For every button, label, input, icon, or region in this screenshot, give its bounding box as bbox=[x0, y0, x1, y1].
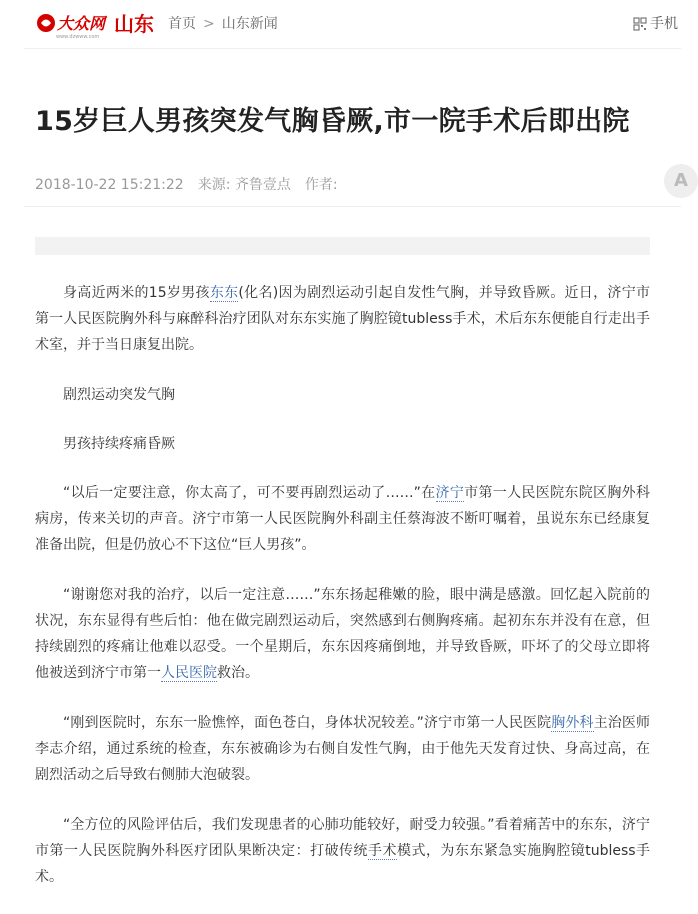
region-label[interactable]: 山东 bbox=[114, 12, 154, 36]
subheading-2: 男孩持续疼痛昏厥 bbox=[63, 436, 175, 452]
paragraph-text: “刚到医院时，东东一脸憔悴，面色苍白，身体状况较差。”济宁市第一人民医院 bbox=[63, 715, 552, 731]
article-title: 15岁巨人男孩突发气胸昏厥,市一院手术后即出院 bbox=[35, 106, 630, 137]
paragraph-text: “以后一定要注意，你太高了，可不要再剧烈运动了……”在 bbox=[63, 485, 436, 501]
meta-divider bbox=[24, 206, 681, 207]
font-size-toggle[interactable]: A bbox=[664, 164, 698, 198]
paragraph-text: “谢谢您对我的治疗，以后一定注意……”东东扬起稚嫩的脸，眼中满是感激。回忆起入院前的状况，东东显得有些后怕：他在做完剧烈运动后，突然感到右侧胸疼痛。起初东东并没有在意，但持续剧烈的疼痛让他难以忍受。一个星期后，东东因疼痛倒地，并导致昏厥，吓坏了的父母立即将他被送到济宁市第一 bbox=[35, 587, 650, 681]
paragraph-4 bbox=[35, 480, 650, 558]
header-divider bbox=[24, 48, 681, 49]
keyword-link-thoracic-surgery[interactable]: 胸外科 bbox=[551, 715, 594, 731]
paragraph-text: 模式，为东东紧急实施胸腔镜tubless手术。 bbox=[35, 843, 651, 885]
article-meta bbox=[35, 174, 338, 196]
source-name[interactable]: 齐鲁壹点 bbox=[234, 177, 291, 193]
paragraph-text: (化名)因为剧烈运动引起自发性气胸，并导致昏厥。近日，济宁市第一人民医院胸外科与麻醉科治疗团队对东东实施了胸腔镜tubless手术，术后东东便能自行走出手术室，并于当日康复出院。 bbox=[35, 285, 650, 353]
author-label: 作者: bbox=[304, 177, 338, 193]
dzwww-logo[interactable] bbox=[36, 10, 112, 40]
keyword-link-surgery[interactable]: 手术 bbox=[368, 843, 397, 859]
qr-code-icon bbox=[634, 18, 646, 30]
paragraph-text: 救治。 bbox=[217, 665, 259, 681]
paragraph-1 bbox=[35, 280, 650, 358]
paragraph-7 bbox=[35, 812, 650, 890]
paragraph-text: 身高近两米的15岁男孩 bbox=[63, 285, 210, 301]
mobile-version-link[interactable] bbox=[634, 13, 678, 35]
breadcrumb bbox=[168, 13, 278, 35]
keyword-link-dongdong[interactable]: 东东 bbox=[209, 285, 239, 301]
keyword-link-hospital[interactable]: 人民医院 bbox=[161, 665, 217, 681]
subheading-1: 剧烈运动突发气胸 bbox=[63, 387, 175, 403]
breadcrumb-shandong-news[interactable]: 山东新闻 bbox=[221, 16, 278, 32]
breadcrumb-separator: > bbox=[203, 16, 215, 32]
summary-bar bbox=[35, 237, 650, 255]
paragraph-5 bbox=[35, 582, 650, 686]
publish-date: 2018-10-22 15:21:22 bbox=[35, 177, 184, 193]
paragraph-text: 市第一人民医院东院区胸外科病房，传来关切的声音。济宁市第一人民医院胸外科副主任蔡海波不断叮嘱着，虽说东东已经康复准备出院，但是仍放心不下这位“巨人男孩”。 bbox=[35, 485, 650, 553]
keyword-link-jining[interactable]: 济宁 bbox=[435, 485, 465, 501]
source-label: 来源: bbox=[197, 177, 231, 193]
mobile-label: 手机 bbox=[650, 16, 678, 32]
paragraph-6 bbox=[35, 710, 650, 788]
breadcrumb-home[interactable]: 首页 bbox=[168, 16, 196, 32]
paragraph-text: 主治医师李志介绍，通过系统的检查，东东被确诊为右侧自发性气胸，由于他先天发育过快、身高过高，在剧烈活动之后导致右侧肺大泡破裂。 bbox=[35, 715, 651, 783]
site-header bbox=[0, 0, 681, 48]
paragraph-text: “全方位的风险评估后，我们发现患者的心肺功能较好，耐受力较强。”看着痛苦中的东东，济宁市第一人民医院胸外科医疗团队果断决定：打破传统 bbox=[35, 817, 650, 859]
article-body bbox=[35, 280, 650, 914]
logo-text: 大众网 bbox=[57, 14, 106, 33]
logo-subtext: www.dzwww.com bbox=[56, 34, 100, 40]
